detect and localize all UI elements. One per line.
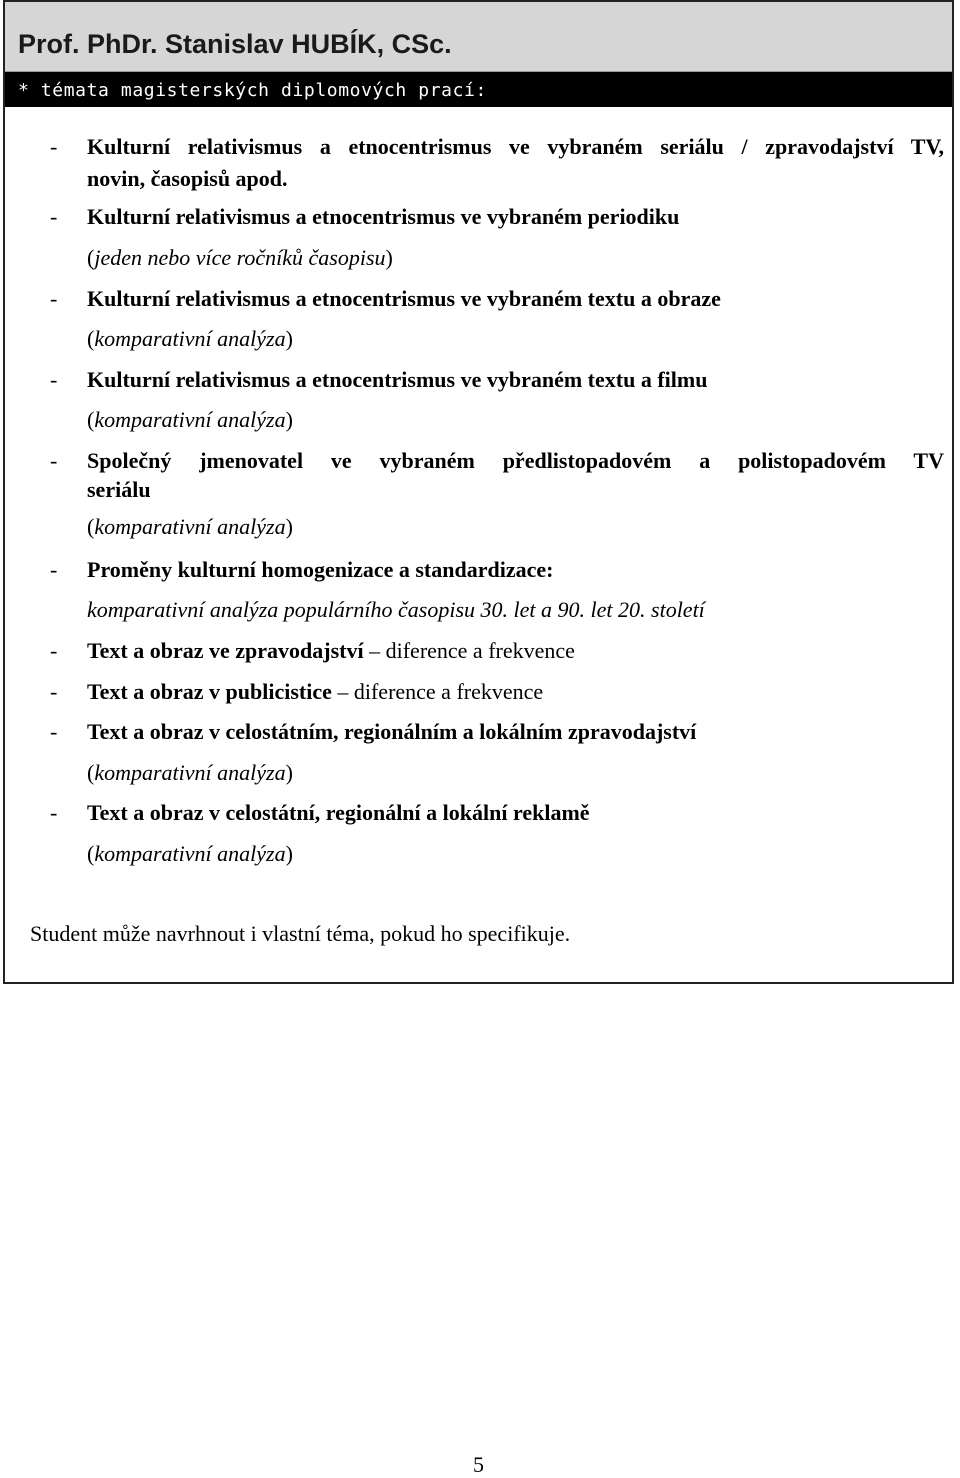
topic-10-title: Text a obraz v celostátní, regionální a lokální reklamě: [87, 800, 590, 825]
page-number: 5: [473, 1452, 484, 1477]
topic-6-title: Proměny kulturní homogenizace a standardizace:: [87, 557, 554, 582]
header-bar: [5, 2, 952, 72]
topic-9-title: Text a obraz v celostátním, regionálním a lokálním zpravodajství: [87, 719, 697, 744]
topic-8: Text a obraz v publicistice – diference a frekvence: [87, 679, 544, 704]
list-bullet: -: [50, 557, 58, 582]
topic-4-note: (komparativní analýza): [87, 407, 293, 432]
subheader-bar: [5, 72, 952, 107]
topic-3-title: Kulturní relativismus a etnocentrismus ve vybraném textu a obraze: [87, 286, 721, 311]
list-bullet: -: [50, 204, 58, 229]
page-title: Prof. PhDr. Stanislav HUBÍK, CSc.: [18, 29, 452, 59]
topic-6-note: komparativní analýza populárního časopisu 30. let a 90. let 20. století: [87, 597, 705, 622]
topic-10-note: (komparativní analýza): [87, 841, 293, 866]
topic-2-note: (jeden nebo více ročníků časopisu): [87, 245, 393, 270]
topic-4-title: Kulturní relativismus a etnocentrismus ve vybraném textu a filmu: [87, 367, 708, 392]
footer-note: Student může navrhnout i vlastní téma, pokud ho specifikuje.: [30, 921, 571, 946]
list-bullet: -: [50, 679, 58, 704]
topic-7: Text a obraz ve zpravodajství – diference a frekvence: [87, 638, 575, 663]
topic-5-title: Společný jmenovatel ve vybraném předlistopadovém a polistopadovém TV: [87, 448, 944, 473]
topic-3-note: (komparativní analýza): [87, 326, 293, 351]
list-bullet: -: [50, 638, 58, 663]
topic-1-title-cont: novin, časopisů apod.: [87, 166, 288, 191]
list-bullet: -: [50, 367, 58, 392]
list-bullet: -: [50, 286, 58, 311]
topic-5-note: (komparativní analýza): [87, 514, 293, 539]
list-bullet: -: [50, 800, 58, 825]
topic-2-title: Kulturní relativismus a etnocentrismus ve vybraném periodiku: [87, 204, 680, 229]
list-bullet: -: [50, 719, 58, 744]
topic-5-title-cont: seriálu: [87, 477, 151, 502]
topic-1-title: Kulturní relativismus a etnocentrismus ve vybraném seriálu / zpravodajství TV,: [87, 134, 944, 159]
topic-9-note: (komparativní analýza): [87, 760, 293, 785]
list-bullet: -: [50, 134, 58, 159]
list-bullet: -: [50, 448, 58, 473]
section-title: * témata magisterských diplomových prací:: [18, 80, 487, 101]
